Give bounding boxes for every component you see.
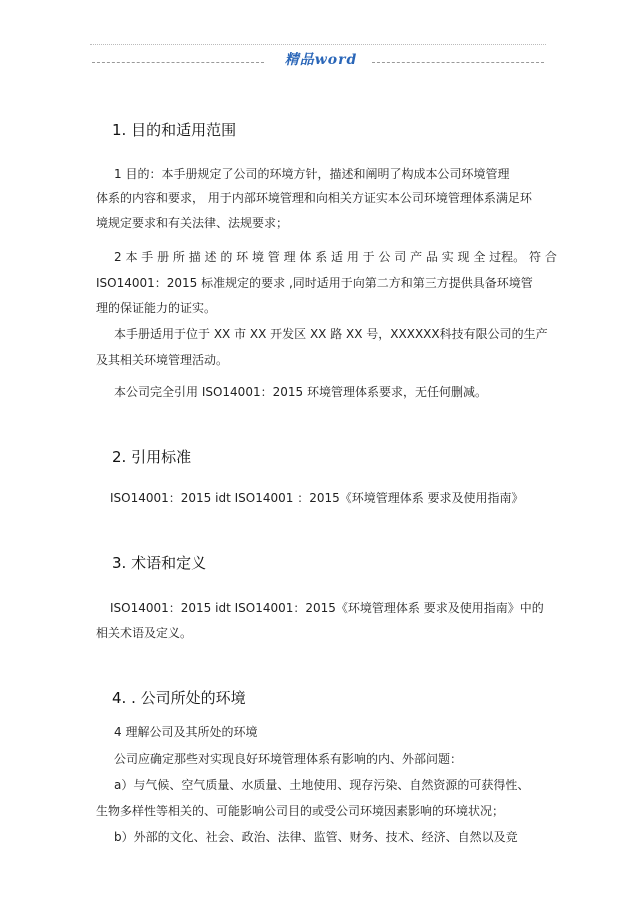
body-line: 生物多样性等相关的、可能影响公司目的或受公司环境因素影响的环境状况； [96, 804, 505, 818]
page-header [90, 44, 546, 73]
body-line: 本手册适用于位于 XX 市 XX 开发区 XX 路 XX 号，XXXXXX科技有限公司的生产 [114, 327, 548, 341]
header-rule-left [92, 62, 264, 63]
body-line: 理的保证能力的证实。 [96, 301, 217, 315]
section-heading-2: 2. 引用标准 [112, 448, 192, 466]
body-line: ISO14001：2015 标准规定的要求 ,同时适用于向第二方和第三方提供具备环境管 [96, 276, 533, 290]
section-heading-4: 4. . 公司所处的环境 [112, 689, 246, 707]
body-line: 及其相关环境管理活动。 [96, 353, 229, 367]
body-line: ISO14001：2015 idt ISO14001 ：2015《环境管理体系 要求及使用指南》 [110, 491, 524, 505]
section-heading-1: 1. 目的和适用范围 [112, 121, 237, 139]
header-logo: 精品word [284, 52, 358, 68]
body-line: 境规定要求和有关法律、法规要求； [96, 216, 289, 230]
body-line: 体系的内容和要求， 用于内部环境管理和向相关方证实本公司环境管理体系满足环 [96, 191, 532, 205]
body-line: 相关术语及定义。 [96, 626, 193, 640]
list-item-b: b）外部的文化、社会、政治、法律、监管、财务、技术、经济、自然以及竞 [114, 830, 518, 844]
body-line: ISO14001：2015 idt ISO14001：2015《环境管理体系 要求及使用指南》中的 [110, 601, 544, 615]
body-line: 2 本 手 册 所 描 述 的 环 境 管 理 体 系 适 用 于 公 司 产 品 实 现 全 过程。 符 合 [114, 250, 557, 264]
body-line: 本公司完全引用 ISO14001：2015 环境管理体系要求，无任何删减。 [114, 385, 487, 399]
section-heading-3: 3. 术语和定义 [112, 554, 207, 572]
header-rule-right [372, 62, 544, 63]
body-line: 公司应确定那些对实现良好环境管理体系有影响的内、外部问题： [114, 752, 463, 766]
subsection-heading: 4 理解公司及其所处的环境 [114, 725, 258, 739]
list-item-a: a）与气候、空气质量、水质量、土地使用、现存污染、自然资源的可获得性、 [114, 778, 530, 792]
body-line: 1 目的：本手册规定了公司的环境方针，描述和阐明了构成本公司环境管理 [114, 167, 510, 181]
